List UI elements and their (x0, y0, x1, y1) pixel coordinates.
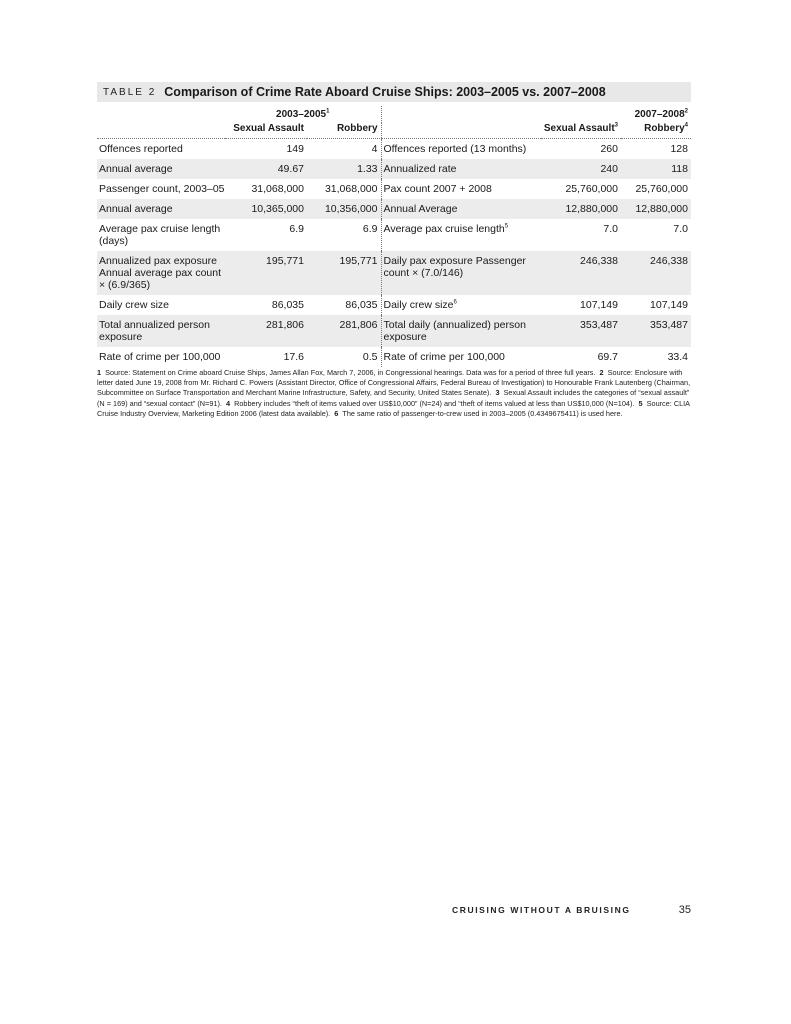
footnote-number: 3 (495, 388, 500, 398)
footnote-text: Source: Statement on Crime aboard Cruise Ships, James Allan Fox, March 7, 2006, in Congressional hearings. Data was for a period of three full years. (105, 368, 596, 377)
value-sexual-assault-left: 86,035 (271, 299, 304, 311)
value-sexual-assault-right: 260 (600, 143, 618, 155)
footnote-number: 5 (638, 398, 643, 408)
footnote-text: The same ratio of passenger-to-crew used in 2003–2005 (0.4349675411) is used here. (342, 408, 623, 418)
table-row (97, 251, 691, 295)
table-row (97, 159, 691, 179)
row-label-left: Annual average (97, 199, 225, 219)
footnote-number: 4 (225, 398, 231, 408)
value-robbery-right: 246,338 (621, 251, 691, 295)
footnote-text: Sexual Assault includes the categories of “sexual assault” (N = 169) and “sexual contact” (N=91). (97, 388, 690, 408)
table-row (97, 179, 691, 199)
value-sexual-assault-left: 31,068,000 (251, 183, 304, 195)
footnotes (97, 368, 691, 419)
row-label-right: Daily crew size$^6$ (381, 295, 541, 315)
table-row (97, 295, 691, 315)
row-label-right: Annual Average (381, 199, 541, 219)
row-label-left: Total annualized person exposure (97, 315, 225, 347)
value-sexual-assault-right: 7.0 (603, 223, 618, 235)
crime-rate-table (97, 106, 691, 367)
table-row (97, 315, 691, 347)
col-header-sexual-assault-left: Sexual Assault (225, 123, 307, 139)
value-robbery-left: 10,356,000 (307, 199, 381, 219)
value-sexual-assault-left: 195,771 (225, 251, 307, 295)
value-sexual-assault-left: 149 (286, 143, 304, 155)
row-label-right: Daily pax exposure Passenger count × (7.0/146) (381, 251, 541, 295)
value-robbery-right: 7.0 (673, 223, 688, 235)
footnote-number: 1 (97, 368, 102, 377)
value-sexual-assault-right: 12,880,000 (541, 199, 621, 219)
value-robbery-left: 31,068,000 (324, 183, 378, 195)
table-title-bar (97, 82, 691, 102)
row-label-right: Offences reported (13 months) (381, 139, 541, 160)
group-header-2007-2008: 2007–2008$^2$ (634, 108, 688, 120)
value-sexual-assault-left: 281,806 (225, 315, 307, 347)
row-label-left: Daily crew size (99, 299, 170, 311)
table-body (97, 139, 691, 368)
row-label-right: Average pax cruise length$^5$ (381, 219, 541, 251)
col-header-robbery-left: Robbery (307, 123, 381, 139)
table-title: Comparison of Crime Rate Aboard Cruise Ships: 2003–2005 vs. 2007–2008 (164, 85, 606, 99)
row-label-right: Pax count 2007 + 2008 (381, 179, 541, 199)
value-sexual-assault-right: 240 (541, 159, 621, 179)
row-label-left: Passenger count, 2003–05 (99, 183, 225, 195)
row-label-right: Total daily (annualized) person exposure (381, 315, 541, 347)
row-label-left: Offences reported (99, 143, 183, 155)
col-header-sexual-assault-right: Sexual Assault$^3$ (541, 123, 621, 139)
value-robbery-left: 281,806 (307, 315, 381, 347)
value-robbery-left: 86,035 (345, 299, 378, 311)
table-row (97, 347, 691, 367)
value-robbery-right: 128 (670, 143, 688, 155)
row-label-right: Annualized rate (381, 159, 541, 179)
table-row (97, 219, 691, 251)
footnote (226, 399, 639, 408)
value-robbery-left: 4 (371, 143, 378, 155)
value-sexual-assault-left: 49.67 (225, 159, 307, 179)
page-footer (452, 903, 691, 917)
running-title: CRUISING WITHOUT A BRUISING (452, 905, 631, 915)
value-robbery-right: 33.4 (667, 351, 688, 363)
value-robbery-right: 25,760,000 (635, 183, 688, 195)
footnote-number: 2 (599, 368, 604, 377)
value-robbery-left: 6.9 (362, 223, 378, 235)
group-header-row (97, 106, 691, 123)
page-number: 35 (678, 904, 691, 916)
footnote-text: Robbery includes “theft of items valued over US$10,000” (N=24) and “theft of items valued at less than US$10,000 (N=104). (234, 398, 635, 408)
value-robbery-right: 353,487 (621, 315, 691, 347)
row-label-left: Annual average (97, 159, 225, 179)
column-header-row (97, 123, 691, 139)
value-robbery-right: 107,149 (650, 299, 688, 311)
value-robbery-left: 1.33 (307, 159, 381, 179)
value-robbery-right: 12,880,000 (621, 199, 691, 219)
table-row (97, 199, 691, 219)
col-header-robbery-right: Robbery$^4$ (621, 123, 691, 139)
value-sexual-assault-left: 17.6 (283, 351, 304, 363)
table-row (97, 139, 691, 160)
row-label-right: Rate of crime per 100,000 (381, 347, 541, 367)
row-label-left: Annualized pax exposure Annual average pax count × (6.9/365) (97, 251, 225, 295)
value-robbery-left: 195,771 (307, 251, 381, 295)
value-sexual-assault-right: 353,487 (541, 315, 621, 347)
table-label: TABLE 2 (103, 86, 157, 98)
value-sexual-assault-right: 246,338 (541, 251, 621, 295)
value-sexual-assault-left: 10,365,000 (225, 199, 307, 219)
group-header-2003-2005: 2003–2005$^1$ (276, 108, 330, 120)
value-robbery-left: 0.5 (362, 351, 378, 363)
footnote (97, 368, 600, 377)
value-sexual-assault-right: 25,760,000 (565, 183, 618, 195)
footnote-text: Source: CLIA Cruise Industry Overview, Marketing Edition 2006 (latest data available). (97, 398, 690, 418)
value-sexual-assault-right: 69.7 (597, 351, 618, 363)
footnote (334, 409, 626, 418)
footnote-text: Source: Enclosure with letter dated June 19, 2008 from Mr. Richard C. Powers (Assistant Director, Office of Congressional Affairs, Federal Bureau of Investigation) to Honourable Frank Lautenberg (Chairman, Subcommittee on Surface Transportation and Merchant Marine Infrastructure, Safety, and Security, United States Senate). (97, 368, 691, 398)
value-sexual-assault-left: 6.9 (289, 223, 304, 235)
row-label-left: Average pax cruise length (days) (99, 223, 221, 247)
value-sexual-assault-right: 107,149 (580, 299, 618, 311)
value-robbery-right: 118 (621, 159, 691, 179)
row-label-left: Rate of crime per 100,000 (99, 351, 221, 363)
footnote-number: 6 (334, 408, 339, 418)
